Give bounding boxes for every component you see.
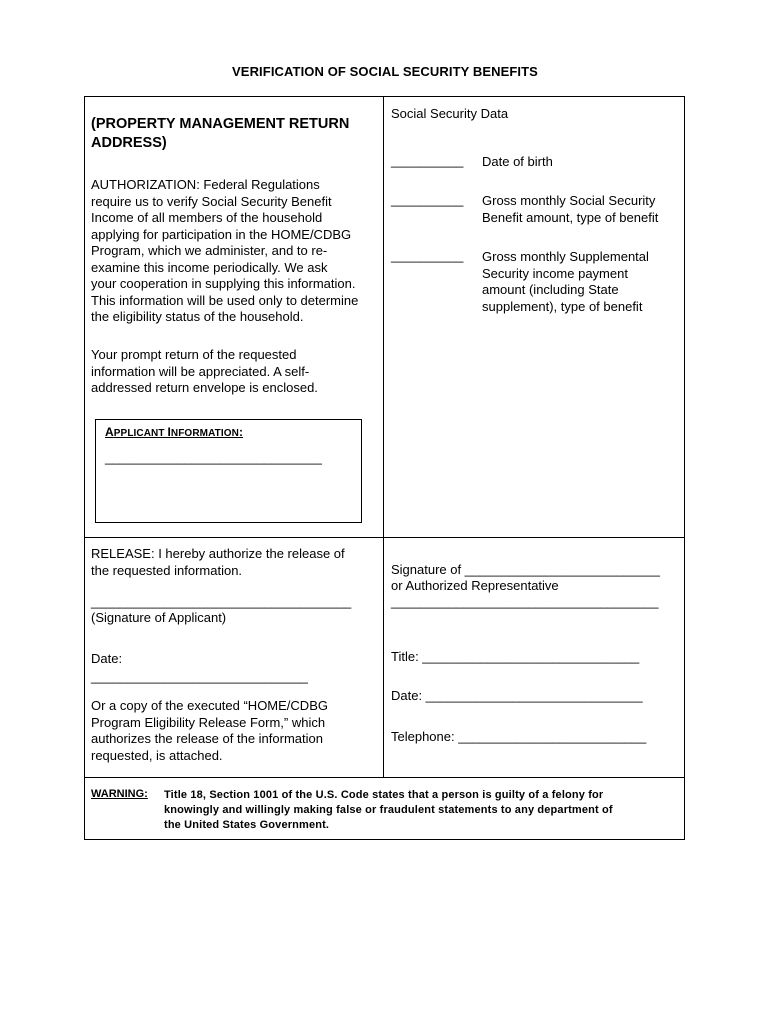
authorization-text: AUTHORIZATION: Federal Regulations require us to verify Social Security Benefit Income of all members of the household applying for participation in the HOME/CDBG Program, which we administer, and to re- examine this income periodically. We ask your cooperation in supplying this information. This information will be used only to determine the eligibility status of the household. — [91, 177, 359, 324]
warning-text: Title 18, Section 1001 of the U.S. Code states that a person is guilty of a felony for knowingly and willingly making false or fraudulent statements to any department of the United States Government. — [164, 789, 613, 831]
column-divider-bottom — [383, 537, 384, 777]
social-security-benefit-blank[interactable]: __________ — [391, 192, 464, 207]
authorized-representative-label: or Authorized Representative — [391, 578, 559, 593]
applicant-label-colon: : — [238, 425, 244, 439]
supplemental-security-label: Gross monthly Supplemental Security income payment amount (including State supplement), type of benefit — [482, 249, 649, 314]
signature-of-field[interactable]: Signature of ___________________________ — [391, 562, 660, 577]
date-of-birth-label: Date of birth — [482, 154, 553, 169]
social-security-data-heading: Social Security Data — [391, 106, 509, 121]
date-field[interactable]: Date: ______________________________ — [391, 688, 643, 703]
release-date-line[interactable]: ______________________________ — [91, 669, 308, 684]
prompt-return-text: Your prompt return of the requested information will be appreciated. A self- addressed return envelope is enclosed. — [91, 347, 318, 395]
telephone-field[interactable]: Telephone: __________________________ — [391, 729, 647, 744]
applicant-signature-label: (Signature of Applicant) — [91, 610, 227, 625]
release-text: RELEASE: I hereby authorize the release of the requested information. — [91, 546, 345, 578]
column-divider-top — [383, 96, 384, 537]
release-form-copy-text: Or a copy of the executed “HOME/CDBG Program Eligibility Release Form,” which authorizes the release of the information requested, is attached. — [91, 698, 328, 763]
supplemental-security-blank[interactable]: __________ — [391, 248, 464, 263]
section-divider-middle — [84, 537, 685, 538]
applicant-signature-line[interactable]: ____________________________________ — [91, 594, 352, 609]
applicant-label-part2: NFORMATION — [170, 428, 239, 439]
applicant-information-line[interactable]: ______________________________ — [105, 450, 322, 465]
section-divider-warning — [84, 777, 685, 778]
date-of-birth-blank[interactable]: __________ — [391, 153, 464, 168]
return-address-heading: (PROPERTY MANAGEMENT RETURN ADDRESS) — [91, 116, 350, 151]
release-date-label: Date: — [91, 651, 123, 666]
applicant-information-label — [105, 425, 243, 439]
applicant-label-part1: PPLICANT — [113, 428, 168, 439]
social-security-benefit-label: Gross monthly Social Security Benefit amount, type of benefit — [482, 193, 659, 225]
applicant-label-initial2: I — [167, 425, 171, 439]
authorized-representative-line[interactable]: _____________________________________ — [391, 594, 659, 609]
applicant-label-initial: A — [105, 425, 114, 439]
warning-label: WARNING: — [91, 788, 148, 800]
title-field[interactable]: Title: ______________________________ — [391, 649, 640, 664]
page-title: VERIFICATION OF SOCIAL SECURITY BENEFITS — [232, 64, 538, 79]
